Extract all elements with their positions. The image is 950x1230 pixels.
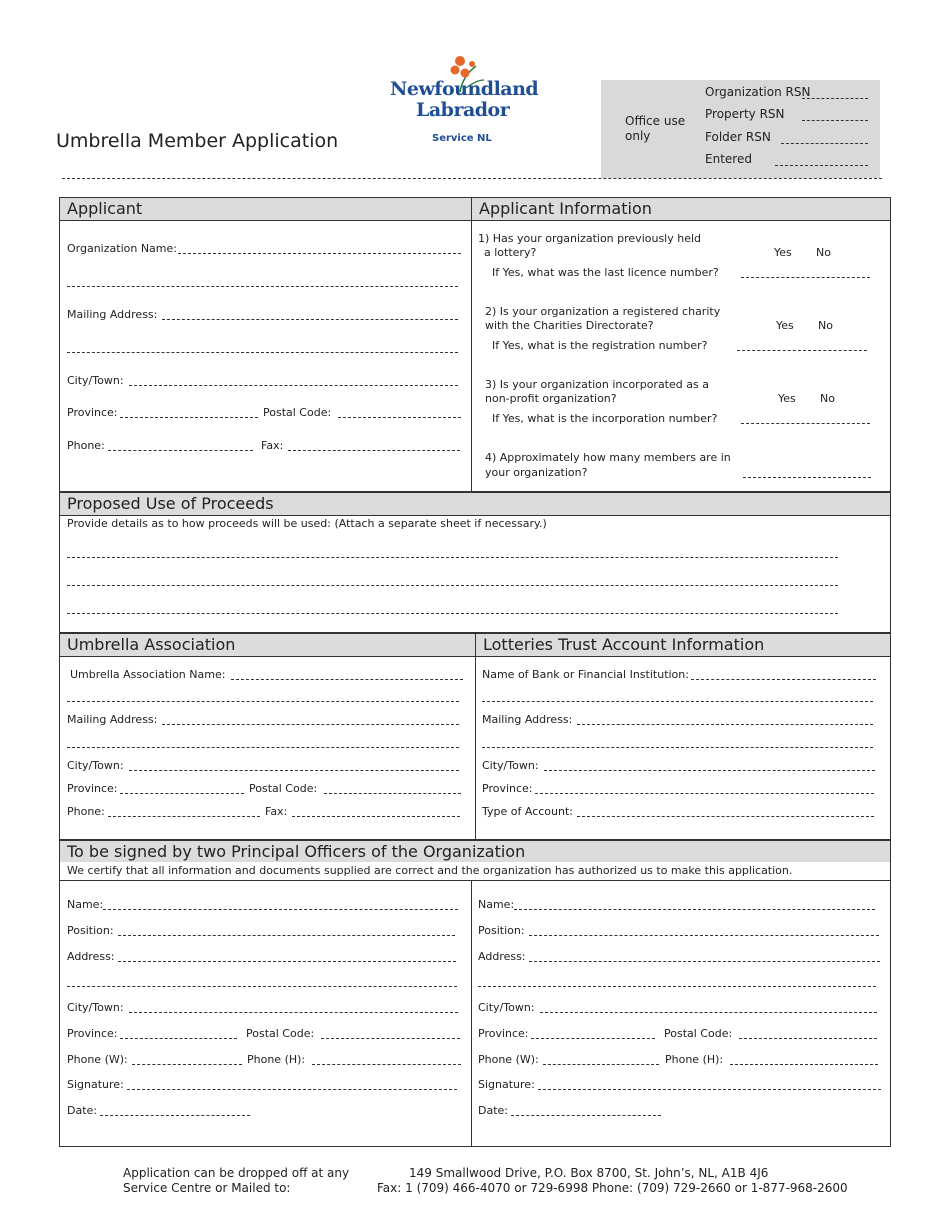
- trust-account-type-field[interactable]: [577, 816, 874, 817]
- q3-yes[interactable]: Yes: [778, 392, 796, 405]
- officer1-phone-w-label: Phone (W):: [67, 1053, 128, 1066]
- trust-bank-label: Name of Bank or Financial Institution:: [482, 668, 689, 681]
- officer2-phone-w-label: Phone (W):: [478, 1053, 539, 1066]
- proceeds-header: Proposed Use of Proceeds: [60, 493, 890, 515]
- umbrella-postal-label: Postal Code:: [249, 782, 318, 795]
- officer2-postal-field[interactable]: [739, 1038, 877, 1039]
- office-field-org-rsn: Organization RSN: [705, 85, 811, 99]
- officer2-postal-label: Postal Code:: [664, 1027, 733, 1040]
- q3-text-2: non-profit organization?: [485, 392, 617, 405]
- trust-mailing-field-2[interactable]: [482, 747, 873, 748]
- phone-label: Phone:: [67, 439, 105, 452]
- q1-followup: If Yes, what was the last licence number?: [492, 266, 719, 279]
- officer1-name-field[interactable]: [103, 909, 458, 910]
- proceeds-line-2[interactable]: [67, 585, 838, 586]
- proceeds-instructions: Provide details as to how proceeds will be used: (Attach a separate sheet if necessary.): [67, 517, 547, 530]
- umbrella-mailing-field[interactable]: [162, 724, 459, 725]
- organization-name-label: Organization Name:: [67, 242, 177, 255]
- umbrella-postal-field[interactable]: [324, 793, 461, 794]
- logo-line2: Labrador: [416, 99, 510, 121]
- office-field-entered: Entered: [705, 152, 752, 166]
- q1-text-2: a lottery?: [484, 246, 537, 259]
- footer-contact: Fax: 1 (709) 466-4070 or 729-6998 Phone: (709) 729-2660 or 1-877-968-2600: [377, 1181, 848, 1195]
- office-use-label: Office use only: [625, 114, 686, 143]
- officer2-phone-h-field[interactable]: [730, 1064, 878, 1065]
- officer1-signature-label: Signature:: [67, 1078, 124, 1091]
- city-town-field[interactable]: [129, 385, 458, 386]
- officers-section: [59, 840, 891, 1147]
- officers-header: To be signed by two Principal Officers of the Organization: [60, 841, 890, 862]
- q1-yes[interactable]: Yes: [774, 246, 792, 259]
- logo-sub: Service NL: [432, 133, 492, 144]
- header-divider: [62, 178, 882, 179]
- office-use-box: [601, 80, 880, 178]
- form-title: Umbrella Member Application: [56, 130, 339, 152]
- umbrella-fax-label: Fax:: [265, 805, 288, 818]
- officer2-signature-label: Signature:: [478, 1078, 535, 1091]
- officer1-city-field[interactable]: [129, 1012, 458, 1013]
- province-label: Province:: [67, 406, 118, 419]
- officer1-postal-field[interactable]: [321, 1038, 460, 1039]
- applicant-section: [59, 197, 891, 492]
- fax-field[interactable]: [288, 450, 460, 451]
- officer2-city-label: City/Town:: [478, 1001, 535, 1014]
- office-field-property-rsn: Property RSN: [705, 107, 785, 121]
- officer1-name-label: Name:: [67, 898, 104, 911]
- organization-name-field[interactable]: [178, 253, 461, 254]
- umbrella-mailing-label: Mailing Address:: [67, 713, 158, 726]
- umbrella-phone-field[interactable]: [108, 816, 260, 817]
- trust-bank-field[interactable]: [691, 679, 876, 680]
- q2-yes[interactable]: Yes: [776, 319, 794, 332]
- umbrella-province-field[interactable]: [120, 793, 244, 794]
- province-field[interactable]: [120, 417, 258, 418]
- officer2-position-field[interactable]: [529, 935, 879, 936]
- umbrella-header: Umbrella Association: [60, 634, 475, 656]
- trust-province-label: Province:: [482, 782, 533, 795]
- umbrella-name-field[interactable]: [231, 679, 463, 680]
- officer2-date-field[interactable]: [511, 1115, 661, 1116]
- q2-no[interactable]: No: [818, 319, 833, 332]
- trust-account-type-label: Type of Account:: [482, 805, 573, 818]
- officer1-position-label: Position:: [67, 924, 114, 937]
- trust-bank-field-2[interactable]: [482, 701, 873, 702]
- officer1-date-field[interactable]: [100, 1115, 250, 1116]
- officer1-province-field[interactable]: [120, 1038, 237, 1039]
- officer2-address-label: Address:: [478, 950, 526, 963]
- proceeds-line-1[interactable]: [67, 557, 838, 558]
- officer1-phone-h-label: Phone (H):: [247, 1053, 306, 1066]
- phone-field[interactable]: [108, 450, 253, 451]
- q3-no[interactable]: No: [820, 392, 835, 405]
- fax-label: Fax:: [261, 439, 284, 452]
- q3-text-1: 3) Is your organization incorporated as a: [485, 378, 709, 391]
- officer1-date-label: Date:: [67, 1104, 97, 1117]
- q1-licence-field[interactable]: [741, 277, 870, 278]
- applicant-header: Applicant: [60, 198, 471, 220]
- mailing-address-label: Mailing Address:: [67, 308, 158, 321]
- officer2-date-label: Date:: [478, 1104, 508, 1117]
- q4-text-1: 4) Approximately how many members are in: [485, 451, 731, 464]
- umbrella-city-label: City/Town:: [67, 759, 124, 772]
- organization-name-field-2[interactable]: [67, 286, 458, 287]
- q3-incorporation-field[interactable]: [741, 423, 870, 424]
- newfoundland-labrador-logo: [390, 52, 539, 148]
- footer-left-1: Application can be dropped off at any: [123, 1166, 350, 1180]
- officer2-province-field[interactable]: [531, 1038, 655, 1039]
- q1-no[interactable]: No: [816, 246, 831, 259]
- q4-text-2: your organization?: [485, 466, 588, 479]
- officer2-city-field[interactable]: [540, 1012, 877, 1013]
- officer2-position-label: Position:: [478, 924, 525, 937]
- officer2-phone-h-label: Phone (H):: [665, 1053, 724, 1066]
- footer-address: 149 Smallwood Drive, P.O. Box 8700, St. John’s, NL, A1B 4J6: [409, 1166, 769, 1180]
- q1-text-1: 1) Has your organization previously held: [478, 232, 702, 245]
- officer1-postal-label: Postal Code:: [246, 1027, 315, 1040]
- officer2-province-label: Province:: [478, 1027, 529, 1040]
- trust-city-label: City/Town:: [482, 759, 539, 772]
- q2-registration-field[interactable]: [737, 350, 867, 351]
- officer1-position-field[interactable]: [118, 935, 455, 936]
- q3-followup: If Yes, what is the incorporation number?: [492, 412, 718, 425]
- applicant-info-header: Applicant Information: [472, 198, 890, 220]
- city-town-label: City/Town:: [67, 374, 124, 387]
- umbrella-city-field[interactable]: [129, 770, 459, 771]
- postal-code-field[interactable]: [338, 417, 461, 418]
- q2-text-1: 2) Is your organization a registered charity: [485, 305, 721, 318]
- q4-members-field[interactable]: [743, 477, 871, 478]
- q2-followup: If Yes, what is the registration number?: [492, 339, 708, 352]
- mailing-address-field[interactable]: [162, 319, 458, 320]
- officer1-city-label: City/Town:: [67, 1001, 124, 1014]
- postal-code-label: Postal Code:: [263, 406, 332, 419]
- officer1-phone-h-field[interactable]: [312, 1064, 461, 1065]
- umbrella-name-field-2[interactable]: [67, 701, 459, 702]
- office-field-folder-rsn: Folder RSN: [705, 130, 771, 144]
- trust-header: Lotteries Trust Account Information: [476, 634, 890, 656]
- proceeds-line-3[interactable]: [67, 613, 838, 614]
- trust-city-field[interactable]: [544, 770, 875, 771]
- umbrella-name-label: Umbrella Association Name:: [70, 668, 226, 681]
- officer1-address-field-2[interactable]: [67, 986, 457, 987]
- officer2-name-label: Name:: [478, 898, 515, 911]
- officer1-phone-w-field[interactable]: [132, 1064, 242, 1065]
- umbrella-province-label: Province:: [67, 782, 118, 795]
- officer1-signature-field[interactable]: [127, 1089, 457, 1090]
- q2-text-2: with the Charities Directorate?: [485, 319, 654, 332]
- officer1-address-label: Address:: [67, 950, 115, 963]
- officer2-address-field[interactable]: [529, 961, 880, 962]
- umbrella-mailing-field-2[interactable]: [67, 747, 459, 748]
- footer-left-2: Service Centre or Mailed to:: [123, 1181, 291, 1195]
- trust-mailing-label: Mailing Address:: [482, 713, 573, 726]
- trust-mailing-field[interactable]: [577, 724, 873, 725]
- officers-certify-text: We certify that all information and documents supplied are correct and the organization has authorized us to make this application.: [67, 864, 793, 877]
- officer2-phone-w-field[interactable]: [543, 1064, 659, 1065]
- mailing-address-field-2[interactable]: [67, 352, 458, 353]
- umbrella-phone-label: Phone:: [67, 805, 105, 818]
- officer2-address-field-2[interactable]: [478, 986, 876, 987]
- officer1-address-field[interactable]: [118, 961, 456, 962]
- umbrella-fax-field[interactable]: [292, 816, 460, 817]
- trust-province-field[interactable]: [535, 793, 874, 794]
- officer1-province-label: Province:: [67, 1027, 118, 1040]
- officer2-name-field[interactable]: [514, 909, 875, 910]
- logo-line1: Newfoundland: [390, 78, 539, 100]
- officer2-signature-field[interactable]: [538, 1089, 881, 1090]
